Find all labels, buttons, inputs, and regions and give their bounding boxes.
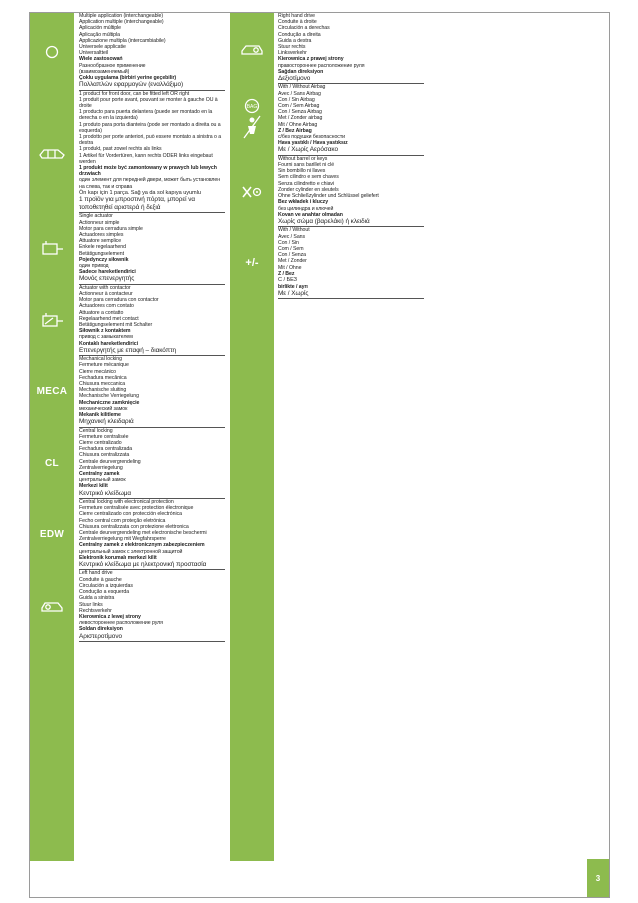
- meca-label-icon: MECA: [36, 386, 68, 397]
- spec-line: Επενεργητής με επαφή – διακόπτη: [79, 346, 177, 354]
- spec-line: 1 produkt może być zamontowany w prawych lub lewych drzwiach: [79, 165, 217, 178]
- spec-line: левостороннее расположение руля: [79, 620, 163, 627]
- spec-line: с/без подушки безопасности: [278, 134, 346, 141]
- spec-line: Sağdan direksiyon: [278, 68, 324, 75]
- spec-line: Mekanik kilitleme: [79, 412, 121, 418]
- spec-line: Attuatore a contatto: [79, 309, 124, 316]
- left-text-column: [79, 13, 225, 642]
- spec-line: Fecho central com proteção eletrónica: [79, 517, 166, 524]
- spec-line: Μονός επενεργητής: [79, 275, 135, 283]
- spec-line: Δεξιοτίμονο: [278, 75, 311, 83]
- spec-line: центральный замок: [79, 477, 126, 484]
- spec-line: Με / Χωρίς Αερόσακο: [278, 146, 338, 154]
- spec-line: Αριστεροτίμονο: [79, 632, 122, 640]
- spec-line: Mechanische sluiting: [79, 387, 127, 394]
- spec-line: Guida a destra: [278, 37, 312, 44]
- spec-line: Attuatore semplice: [79, 238, 122, 245]
- left-hand-drive-icon: [30, 570, 74, 641]
- spec-line: Centrale deurvergrendeling met electronische beschermi: [79, 530, 207, 537]
- page-number: 3: [587, 859, 609, 897]
- spec-line: Right hand drive: [278, 13, 315, 19]
- svg-text:BAG: BAG: [246, 103, 258, 110]
- spec-line: Avec / Sans Airbag: [278, 90, 321, 97]
- spec-line: 1 produto para porta dianteira (pode ser montado a direita ou a esquerda): [79, 121, 221, 134]
- right-hand-drive-icon: [230, 13, 274, 84]
- spec-line: Zentralverriegelung: [79, 464, 123, 471]
- spec-entry: [79, 570, 225, 641]
- spec-line: Cierre centralizado: [79, 440, 122, 447]
- spec-line: 1 produit pour porte avant, pouvant se monter à gauche OU à droite: [79, 96, 218, 110]
- spec-line: Betätigungselement: [79, 250, 124, 257]
- multiple-application-icon: [30, 13, 74, 91]
- spec-line: Centralny zamek: [79, 471, 120, 478]
- spec-line: Rechtsverkehr: [79, 607, 112, 614]
- spec-line: Senza cilindretto e chiavi: [278, 180, 335, 187]
- spec-line: Actuator with contactor: [79, 284, 131, 291]
- spec-line: Fechadura centralizada: [79, 446, 133, 453]
- spec-line: Разнообразное применение: [79, 62, 146, 69]
- spec-line: привод с замыкателем: [79, 334, 133, 341]
- spec-line: Πολλαπλών εφαρμογών (εναλλάξιμο): [79, 81, 184, 89]
- spec-line: Regelaarhend met contact: [79, 315, 139, 322]
- spec-line: Circulación a izquierdas: [79, 582, 133, 589]
- spec-line: With / Without: [278, 227, 310, 234]
- spec-line: Pojedynczy siłownik: [79, 256, 129, 263]
- spec-line: Betätigungselement mit Schalter: [79, 321, 153, 328]
- spec-line: Χωρίς σώμα (βαρελάκι) ή κλειδιά: [278, 217, 370, 225]
- spec-line: Linksverkehr: [278, 50, 307, 57]
- spec-line: Stuur rechts: [278, 44, 306, 51]
- spec-line: Met / Zonder: [278, 258, 307, 265]
- spec-line: Bez wkładek i kluczy: [278, 199, 329, 206]
- spec-line: 1 produkt, past zowel rechts als links: [79, 146, 162, 153]
- spec-entry: [278, 84, 424, 155]
- spec-line: Left hand drive: [79, 570, 113, 577]
- spec-line: Fourni sans barillet ni clé: [278, 162, 335, 169]
- spec-line: Motor para cerradura simple: [79, 225, 143, 232]
- edw-label-icon: EDW: [39, 529, 65, 540]
- spec-line: Condução a direita: [278, 31, 321, 38]
- spec-line: Fermeture centralisée: [79, 433, 129, 440]
- spec-line: Stuur links: [79, 601, 103, 608]
- spec-line: Mechanische Verriegelung: [79, 393, 139, 400]
- spec-line: Sadece hareketlendirici: [79, 269, 136, 276]
- spec-line: Centralny zamek z elektronicznym zabezpieczeniem: [79, 542, 205, 549]
- spec-entry: [278, 13, 424, 84]
- spec-line: Merkezi kilit: [79, 483, 108, 490]
- spec-line: Centrale deurvergrendeling: [79, 458, 141, 465]
- car-door-icon: [30, 91, 74, 214]
- spec-line: Central locking with electronical protection: [79, 499, 174, 506]
- right-text-column: [278, 13, 424, 299]
- spec-line: Con / Sin Airbag: [278, 96, 315, 103]
- spec-line: Universaltteil: [79, 50, 108, 57]
- spec-entry: [79, 213, 225, 284]
- spec-line: Actionneur à contacteur: [79, 290, 133, 297]
- spec-entry: [79, 356, 225, 427]
- spec-line: Sin bombillo ni llaves: [278, 168, 326, 175]
- spec-line: Μηχανική κλειδαριά: [79, 418, 134, 426]
- spec-line: 1 producto para puerta delantera (puede ser montado en la derecha o en la izquierda): [79, 109, 213, 122]
- spec-line: Avec / Sans: [278, 233, 306, 240]
- spec-line: Ohne Schließzylinder und Schlüssel geliefert: [278, 193, 379, 200]
- spec-line: Kontaklı hareketlendirici: [79, 340, 139, 347]
- spec-entry: [278, 156, 424, 227]
- spec-line: Guida a sinistra: [79, 595, 115, 602]
- spec-line: 1 προϊόν για μπροστινή πόρτα, μπορεί να τοποθετηθεί αριστερά ή δεξιά: [79, 196, 196, 211]
- spec-line: Conduite à gauche: [79, 576, 122, 583]
- spec-line: Με / Χωρίς: [278, 289, 309, 297]
- spec-line: Multiple application (interchangeable): [79, 13, 164, 19]
- spec-line: Condução a esquerda: [79, 589, 130, 596]
- spec-line: 1 product for front door, can be fitted left OR right: [79, 90, 190, 97]
- spec-line: механический замок: [79, 405, 128, 412]
- spec-line: Chiusura meccanica: [79, 380, 126, 387]
- spec-entry: [79, 499, 225, 570]
- spec-line: Ön kapı için 1 parça. Sağ ya da sol kapıya uyumlu: [79, 189, 201, 196]
- spec-line: Cierre centralizado con protección electrónica: [79, 511, 182, 518]
- spec-line: Wiele zastosowań: [79, 56, 123, 63]
- spec-line: Κεντρικό κλείδωμα: [79, 489, 132, 497]
- spec-line: один привод: [79, 262, 109, 269]
- spec-line: 1 prodotto per porte anteriori, può essere montato a sinistra o a destra: [79, 134, 222, 147]
- spec-line: Cierre mecánico: [79, 368, 117, 375]
- spec-line: Mit / Ohne Airbag: [278, 121, 318, 128]
- spec-line: Z / Bez Airbag: [278, 127, 312, 134]
- spec-line: Central locking: [79, 427, 113, 434]
- spec-line: Met / Zonder airbag: [278, 115, 323, 122]
- spec-line: Mechanical locking: [79, 356, 122, 363]
- spec-entry: [79, 285, 225, 356]
- spec-line: Applicazione multipla (intercambiabile): [79, 37, 166, 44]
- with-without-icon: +/-: [245, 257, 259, 269]
- page-frame: [29, 12, 610, 898]
- spec-line: Com / Sem Airbag: [278, 103, 320, 110]
- spec-line: Kierownica z prawej strony: [278, 56, 344, 63]
- spec-line: центральный замок с электронной защитой: [79, 548, 183, 555]
- single-actuator-icon: [30, 213, 74, 284]
- spec-line: 1 Artikel für Vordertüren, kann rechts ODER links eingebaut werden: [79, 152, 213, 165]
- spec-line: Actuadores simples: [79, 231, 124, 238]
- spec-line: Z / Bez: [278, 270, 295, 277]
- spec-line: один элемент для передней двери, может быть установлен на слева, так и справа: [79, 177, 221, 190]
- spec-entry: [278, 227, 424, 299]
- spec-line: Single actuator: [79, 213, 113, 220]
- spec-line: правостороннее расположение руля: [278, 62, 365, 69]
- actuator-with-contactor-icon: [30, 285, 74, 356]
- spec-line: Con / Sin: [278, 239, 299, 246]
- spec-entry: [79, 13, 225, 91]
- spec-line: Hava yastıklı / Hava yastıksız: [278, 140, 348, 147]
- spec-line: birlikte / ayrı: [278, 283, 308, 290]
- spec-line: Elektronik korumalı merkezi kilit: [79, 554, 157, 561]
- spec-line: Chiusura centralizzata con protezione elettronica: [79, 523, 189, 530]
- spec-line: Zonder cylinder en sleutels: [278, 186, 339, 193]
- spec-line: Chiusura centralizzata: [79, 452, 130, 459]
- spec-line: Çoklu uygulama (birbiri yerine geçebilir): [79, 75, 177, 82]
- airbag-icon: [230, 84, 274, 155]
- spec-line: Without barrel or keys: [278, 155, 328, 162]
- spec-line: Enkele regelaarhend: [79, 244, 126, 251]
- spec-line: Conduite à droite: [278, 19, 317, 26]
- spec-line: Circulación a derechas: [278, 25, 330, 32]
- cl-label-icon: CL: [45, 458, 59, 469]
- spec-line: Con / Senza: [278, 252, 306, 259]
- spec-line: Κεντρικό κλείδωμα με ηλεκτρονική προστασία: [79, 561, 207, 569]
- spec-line: Application multiple (interchangeable): [79, 19, 164, 26]
- spec-line: Kierownica z lewej strony: [79, 613, 141, 620]
- spec-entry: [79, 91, 225, 214]
- spec-line: With / Without Airbag: [278, 84, 326, 91]
- spec-line: Com / Sem: [278, 245, 304, 252]
- no-key-barrel-icon: [230, 156, 274, 227]
- spec-line: Actuadores com contato: [79, 303, 134, 310]
- spec-line: Actionneur simple: [79, 219, 120, 226]
- spec-line: Zentralverriegelung mit Wegfahrsperre: [79, 536, 166, 543]
- spec-line: Con / Senza Airbag: [278, 109, 322, 116]
- spec-line: Universele applicatie: [79, 44, 126, 51]
- spec-line: Sem cilindro e sem chaves: [278, 174, 339, 181]
- spec-line: без цилиндра и ключей: [278, 205, 334, 212]
- spec-line: Mechaniczne zamknięcie: [79, 399, 140, 406]
- spec-entry: [79, 428, 225, 499]
- spec-line: Fermeture mécanique: [79, 362, 129, 369]
- spec-line: С / БЕЗ: [278, 276, 298, 283]
- spec-line: Fechadura mecânica: [79, 374, 127, 381]
- spec-line: Fermeture centralisée avec protection électronique: [79, 505, 194, 512]
- spec-line: (взаимозаменяемый): [79, 68, 130, 75]
- spec-line: Kovan ve anahtar olmadan: [278, 211, 343, 218]
- spec-line: Aplicação múltipla: [79, 31, 120, 38]
- spec-line: Aplicación múltiple: [79, 25, 122, 32]
- spec-line: Motor para cerradura con contactor: [79, 297, 159, 304]
- spec-line: Siłownik z kontaktem: [79, 328, 131, 335]
- spec-line: Mit / Ohne: [278, 264, 302, 271]
- spec-line: Soldan direksiyon: [79, 626, 123, 633]
